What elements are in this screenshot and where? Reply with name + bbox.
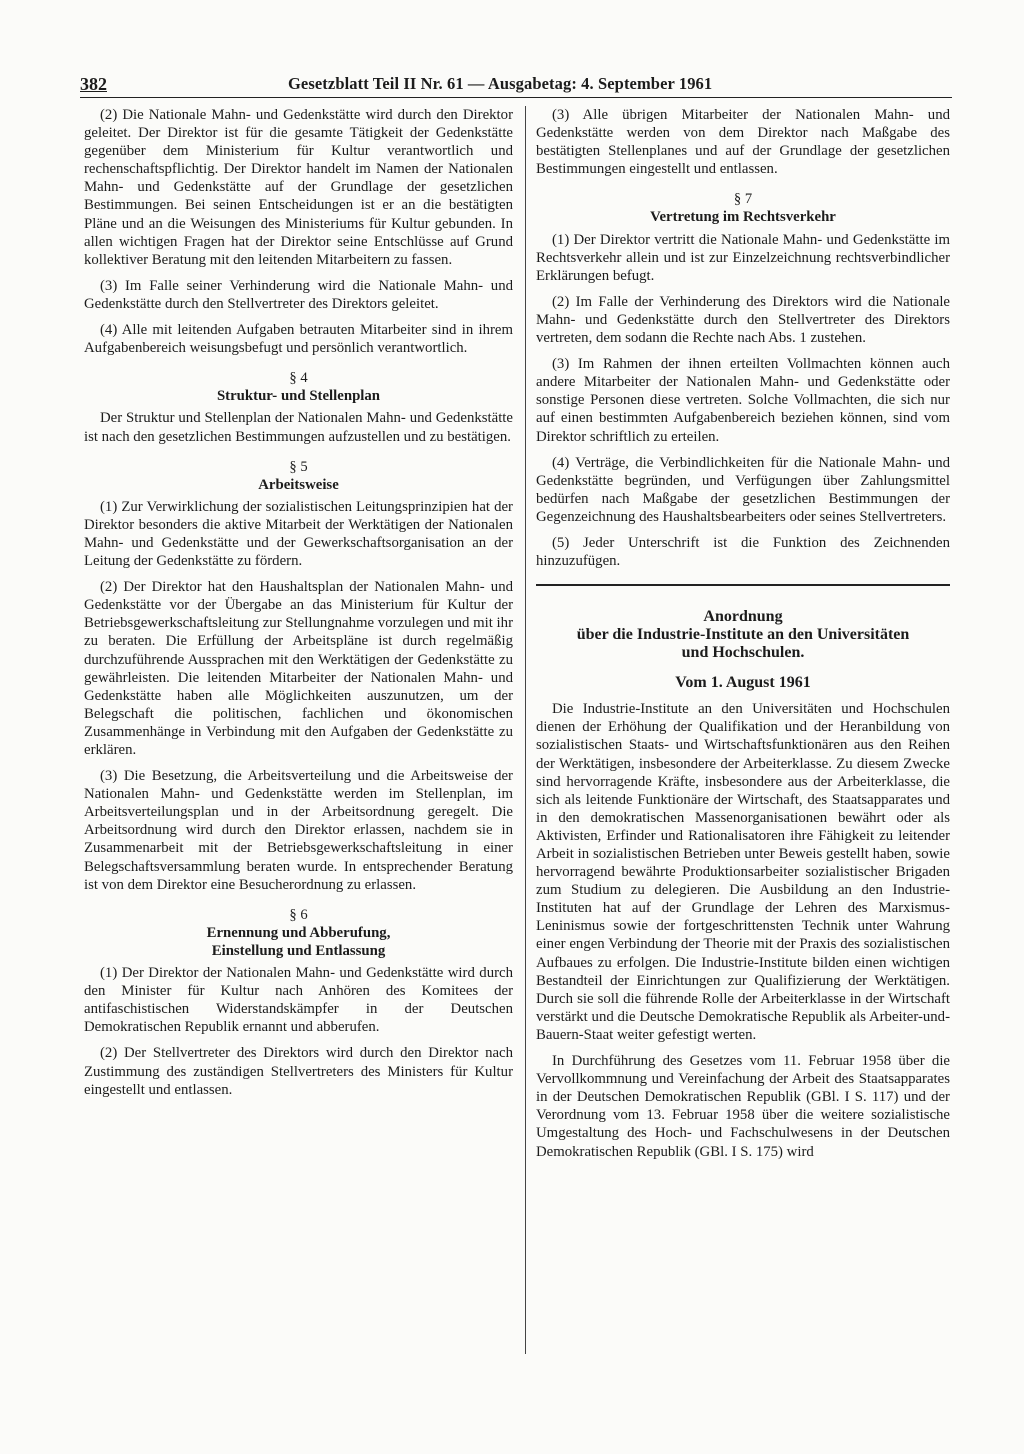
paragraph: (3) Die Besetzung, die Arbeitsverteilung und die Arbeitsweise der Nationalen Mahn- und Gedenkstätte werden im Stellenplan, im Arbeitsverteilungsplan und in der Arbeitsordnung geregelt. Die Arbeitsordnung wird durch den Direktor erlassen, nachdem sie in Zusammenarbeit mit der Betriebsgewerkschaftsleitung in einer Belegschaftsversammlung beraten wurde. In entsprechender Beratung ist von dem Direktor eine Besucherordnung zu erlassen. bbox=[84, 768, 513, 893]
paragraph: (5) Jeder Unterschrift ist die Funktion des Zeichnenden hinzuzufügen. bbox=[536, 534, 950, 570]
paragraph: Der Struktur und Stellenplan der Nationalen Mahn- und Gedenkstätte ist nach den gesetzlichen Bestimmungen aufzustellen und zu bestätigen. bbox=[84, 410, 513, 445]
section-title: Vertretung im Rechtsverkehr bbox=[650, 209, 836, 226]
paragraph: (3) Alle übrigen Mitarbeiter der Nationalen Mahn- und Gedenkstätte werden von dem Direktor nach Maßgabe des bestätigten Stellenplanes und auf der Grundlage der gesetzlichen Bestimmungen eingestellt und entlassen. bbox=[536, 107, 950, 178]
decree-title-line: über die Industrie-Institute an den Universitäten bbox=[576, 626, 910, 644]
section-title: Einstellung und Entlassung bbox=[211, 942, 386, 959]
header-rule bbox=[80, 97, 952, 98]
decree-date: Vom 1. August 1961 bbox=[675, 674, 811, 692]
decree-title bbox=[536, 608, 950, 662]
paragraph: (4) Verträge, die Verbindlichkeiten für die Nationale Mahn- und Gedenkstätte begründen, und Verfügungen über Zahlungsmittel bedürfen nach Maßgabe der gesetzlichen Bestimmungen der Gegenzeichnung des Haushaltsbearbeiters oder seines Stellvertreters. bbox=[536, 454, 950, 525]
section-heading-5 bbox=[84, 458, 513, 494]
paragraph: (2) Der Stellvertreter des Direktors wird durch den Direktor nach Zustimmung des zuständigen Stellvertreters des Ministers für Kultur eingestellt und entlassen. bbox=[84, 1045, 513, 1098]
paragraph: In Durchführung des Gesetzes vom 11. Februar 1958 über die Vervollkommnung und Vereinfachung der Arbeit des Staatsapparates in der Deutschen Demokratischen Republik (GBl. I S. 117) und der Verordnung vom 13. Februar 1958 über die weitere sozialistische Umgestaltung des Hoch- und Fachschulwesens in der Deutschen Demokratischen Republik (GBl. I S. 175) wird bbox=[536, 1053, 950, 1160]
paragraph: (4) Alle mit leitenden Aufgaben betrauten Mitarbeiter sind in ihrem Aufgabenbereich weisungsbefugt und persönlich verantwortlich. bbox=[84, 322, 513, 357]
section-title: Arbeitsweise bbox=[258, 476, 339, 493]
left-column bbox=[84, 106, 513, 1107]
paragraph: (2) Der Direktor hat den Haushaltsplan der Nationalen Mahn- und Gedenkstätte vor der Übergabe an das Ministerium für Kultur der Betriebsgewerkschaftsleitung zur Stellungnahme vorzulegen und mit ihr zu beraten. Die Erfüllung der Arbeitspläne ist durch regelmäßig durchzuführende Aussprachen mit den Werktätigen der Gedenkstätte zu gewährleisten. Die leitenden Mitarbeiter der Nationalen Mahn- und Gedenkstätte haben alle Möglichkeiten auszunutzen, um der Belegschaft die politischen, fachlichen und ökonomischen Zusammenhänge in Verbindung mit den Aufgaben der Gedenkstätte zu erklären. bbox=[84, 579, 513, 758]
section-number: § 5 bbox=[289, 458, 308, 475]
paragraph: (1) Der Direktor der Nationalen Mahn- und Gedenkstätte wird durch den Minister für Kultur nach Anhören des Komitees der antifaschistischen Widerstandskämpfer in der Deutschen Demokratischen Republik ernannt und abberufen. bbox=[84, 965, 513, 1036]
paragraph: (3) Im Falle seiner Verhinderung wird die Nationale Mahn- und Gedenkstätte durch den Stellvertreter des Direktors geleitet. bbox=[84, 277, 513, 312]
paragraph: (2) Im Falle der Verhinderung des Direktors wird die Nationale Mahn- und Gedenkstätte durch den Stellvertreter des Direktors vertreten, dem sodann die Rechte nach Abs. 1 zustehen. bbox=[536, 293, 950, 347]
paragraph: (1) Der Direktor vertritt die Nationale Mahn- und Gedenkstätte im Rechtsverkehr allein und ist zur Einzelzeichnung rechtsverbindlicher Erklärungen befugt. bbox=[536, 231, 950, 284]
decree-title-line: und Hochschulen. bbox=[681, 644, 805, 662]
right-column bbox=[536, 106, 950, 1169]
paragraph: (3) Im Rahmen der ihnen erteilten Vollmachten können auch andere Mitarbeiter der Nationalen Mahn- und Gedenkstätte oder sonstige Personen diese vertreten. Solche Vollmachten, die sich nur auf einen bestimmten Aufgabenbereich beziehen können, sind vom Direktor schriftlich zu erteilen. bbox=[536, 356, 950, 445]
paragraph: Die Industrie-Institute an den Universitäten und Hochschulen dienen der Erhöhung der Qualifikation und der Heranbildung von sozialistischen Staats- und Wirtschaftsfunktionären aus den Reihen der Werktätigen, insbesondere der Arbeiterklasse. Zu diesem Zwecke sind hervorragende Kräfte, insbesondere aus der Arbeiterklasse, die sich als leitende Funktionäre der Wirtschaft, des Staatsapparates und in den demokratischen Massenorganisationen bewährt oder als Aktivisten, Erfinder und Rationalisatoren ihre Fähigkeit zu leitender Arbeit in sozialistischen Betrieben unter Beweis gestellt haben, sowie hervorragend bewährte Produktionsarbeiter sozialistischer Brigaden zum Studium zu delegieren. Die Ausbildung an den Industrie-Instituten hat auf der Grundlage der Lehren des Marxismus-Leninismus sowie der fortgeschrittensten Technik unter Wahrung einer engen Verbindung der Theorie mit der Praxis des sozialistischen Aufbaues zu erfolgen. Die Industrie-Institute bilden einen wichtigen Bestandteil der Einrichtungen zur Qualifizierung der Werktätigen. Durch sie soll die führende Rolle der Arbeiterklasse in der Wirtschaft verstärkt und die Deutsche Demokratische Republik als Arbeiter-und-Bauern-Staat weiter gefestigt werten. bbox=[536, 701, 950, 1043]
section-heading-6 bbox=[84, 906, 513, 960]
page-header bbox=[80, 74, 970, 96]
page-number: 382 bbox=[80, 74, 107, 94]
section-heading-7 bbox=[536, 190, 950, 226]
gazette-header-title: Gesetzblatt Teil II Nr. 61 — Ausgabetag: 4. September 1961 bbox=[288, 74, 713, 93]
decree-separator-rule bbox=[536, 584, 950, 586]
section-heading-4 bbox=[84, 369, 513, 405]
section-number: § 4 bbox=[289, 370, 308, 387]
decree-title-line: Anordnung bbox=[703, 608, 783, 626]
section-number: § 6 bbox=[289, 906, 308, 923]
paragraph: (1) Zur Verwirklichung der sozialistischen Leitungsprinzipien hat der Direktor besonders die aktive Mitarbeit der Werktätigen der Nationalen Mahn- und Gedenkstätte und der Gewerkschaftsorganisation an der Leitung der Gedenkstätte zu fördern. bbox=[84, 498, 513, 570]
paragraph: (2) Die Nationale Mahn- und Gedenkstätte wird durch den Direktor geleitet. Der Direktor ist für die gesamte Tätigkeit der Gedenkstätte gegenüber dem Ministerium für Kultur verantwortlich und rechenschaftspflichtig. Der Direktor handelt im Namen der Nationalen Mahn- und Gedenkstätte auf der Grundlage der gesetzlichen Bestimmungen. Bei seinen Entscheidungen ist er an die bestätigten Pläne und an die Weisungen des Ministeriums für Kultur gebunden. In allen wichtigen Fragen hat der Direktor seine Entschlüsse auf Grund kollektiver Beratung mit den leitenden Mitarbeitern zu fassen. bbox=[84, 107, 513, 268]
section-title: Struktur- und Stellenplan bbox=[216, 388, 381, 405]
section-title: Ernennung und Abberufung, bbox=[206, 924, 391, 941]
section-number: § 7 bbox=[733, 191, 753, 208]
column-divider bbox=[525, 106, 526, 1354]
